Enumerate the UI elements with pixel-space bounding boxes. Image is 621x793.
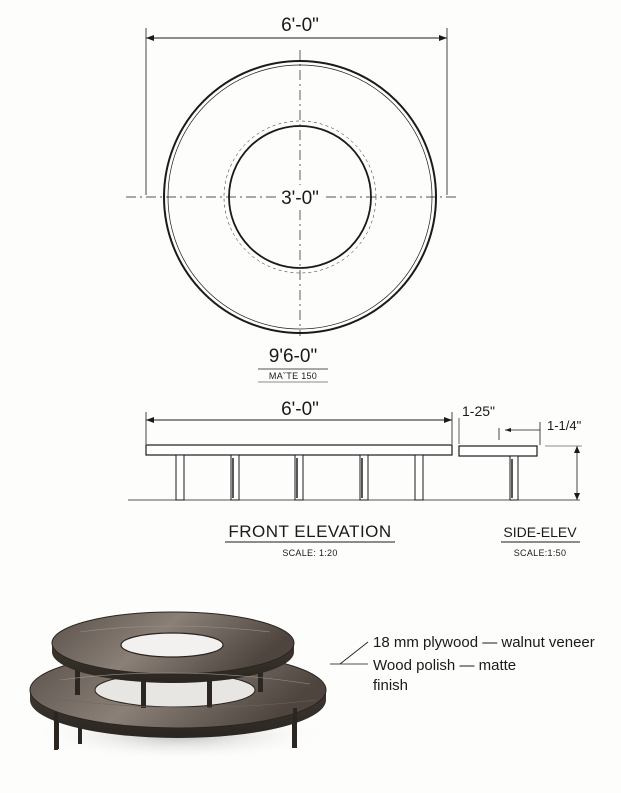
front-elevation-title: FRONT ELEVATION [228,522,392,541]
fe-tabletop [146,445,452,455]
arrow-right-icon [444,417,452,423]
perspective-render [30,612,368,761]
arrow-left-icon [146,35,154,41]
side-elevation-view [459,403,582,558]
plan-inner-dimension: 3'-0" [281,188,319,209]
lower-leg-front [54,712,58,750]
plan-overall-dimension: 9'6-0" [268,346,318,367]
arrow-left-icon [505,428,511,432]
front-elevation-scale: SCALE: 1:20 [282,548,338,558]
se-tabletop [459,446,537,456]
fe-leg [415,455,423,500]
se-thickness-dimension: 1-1/4" [547,418,582,433]
material-notes [373,634,595,694]
side-elevation-title: SIDE-ELEV [503,524,577,540]
arrow-down-icon [574,493,580,500]
note-material: 18 mm plywood — walnut veneer [373,634,595,651]
fe-legs [176,455,423,500]
note-finish-line1: Wood polish — matte [373,657,517,674]
fe-width-dimension: 6'-0" [281,399,319,420]
plan-view [126,15,460,382]
note-finish-line2: finish [373,677,409,694]
se-top-dimension: 1-25" [462,403,495,419]
leader-material [340,642,368,664]
lower-leg-front [293,708,297,748]
upper-tier-opening [121,633,223,657]
plan-outer-dimension: 6'-0" [281,15,319,36]
fe-leg [176,455,184,500]
arrow-right-icon [439,35,447,41]
arrow-up-icon [574,446,580,453]
side-elevation-scale: SCALE:1:50 [513,548,567,558]
plan-scale-label: MAˇTE 150 [268,371,318,381]
arrow-left-icon [146,417,154,423]
